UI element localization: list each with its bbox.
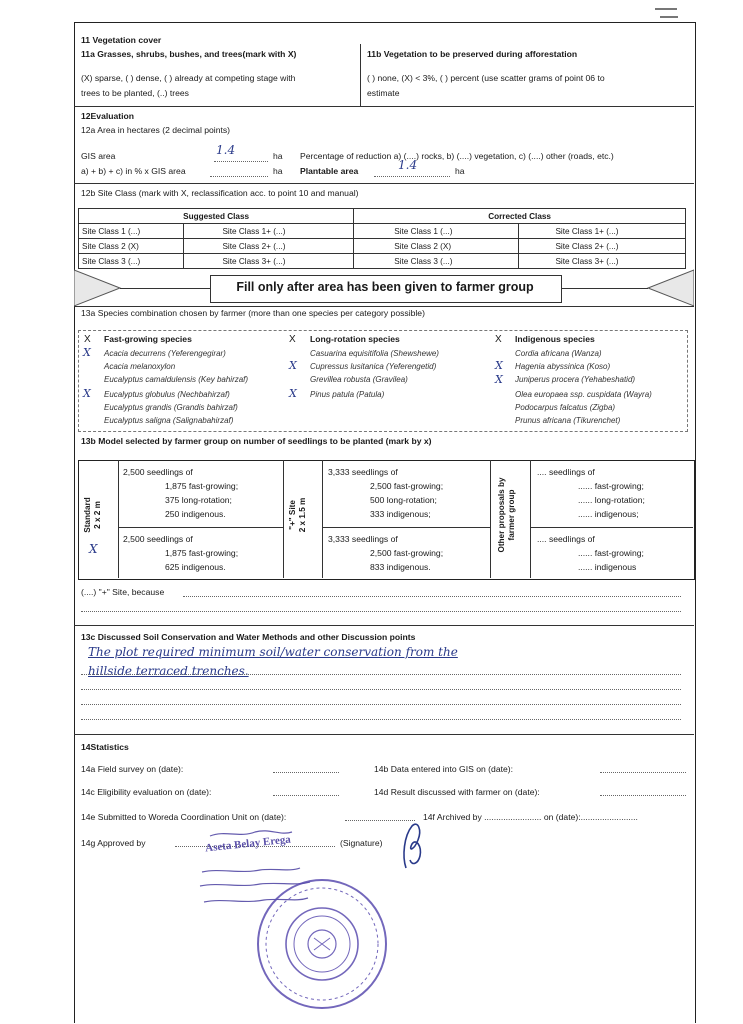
plus-site-label: "+" Site 2 x 1.5 m xyxy=(288,497,307,533)
site-class-cell[interactable]: Site Class 3+ (...) xyxy=(184,254,354,269)
site-class-cell[interactable]: Site Class 1 (...) xyxy=(79,224,184,239)
banner-left-triangle xyxy=(74,268,122,308)
gis-area-value: 1.4 xyxy=(216,143,236,157)
model-line: 250 indigenous. xyxy=(165,509,226,519)
species-item[interactable]: Olea europaea ssp. cuspidata (Wayra) xyxy=(515,390,652,399)
model-line: 2,500 seedlings of xyxy=(123,534,193,544)
model-line: 1,875 fast-growing; xyxy=(165,548,239,558)
fast-check-mark[interactable]: X xyxy=(83,346,91,359)
ind-header-x: X xyxy=(495,334,502,345)
site-class-cell[interactable]: Site Class 2+ (...) xyxy=(184,239,354,254)
fast-growing-header: Fast-growing species xyxy=(104,334,192,344)
model-line: ...... fast-growing; xyxy=(578,548,644,558)
fast-check-mark[interactable]: X xyxy=(83,387,91,400)
model-row-divider xyxy=(322,527,490,528)
signature-label: (Signature) xyxy=(340,838,383,848)
ind-check-mark[interactable]: X xyxy=(495,373,503,386)
stamp-name-text: Aseta Belay Erega xyxy=(204,833,292,855)
stat-14c-field[interactable] xyxy=(273,795,339,796)
section-divider xyxy=(74,106,694,107)
s13b-title: 13b Model selected by farmer group on number of seedlings to be planted (mark by x) xyxy=(81,436,432,446)
s13a-title: 13a Species combination chosen by farmer (more than one species per category possible) xyxy=(81,308,425,318)
long-check-mark[interactable]: X xyxy=(289,387,297,400)
species-item[interactable]: Eucalyptus grandis (Grandis bahirzaf) xyxy=(104,403,238,412)
model-divider xyxy=(283,460,284,578)
model-line: 375 long-rotation; xyxy=(165,495,232,505)
gis-ha-unit: ha xyxy=(273,151,283,161)
section-divider xyxy=(74,625,694,626)
banner-line xyxy=(120,288,210,289)
plantable-ha-unit: ha xyxy=(455,166,465,176)
section-divider xyxy=(74,183,694,184)
s13c-title: 13c Discussed Soil Conservation and Water Methods and other Discussion points xyxy=(81,632,416,642)
s11b-line1: ( ) none, (X) < 3%, ( ) percent (use scatter grams of point 06 to xyxy=(367,73,605,83)
model-line: 333 indigenous; xyxy=(370,509,431,519)
model-line: .... seedlings of xyxy=(537,467,595,477)
s12b-title: 12b Site Class (mark with X, reclassification acc. to point 10 and manual) xyxy=(81,188,359,198)
species-item[interactable]: Cupressus lusitanica (Yeferengetid) xyxy=(310,362,437,371)
stat-14a-label: 14a Field survey on (date): xyxy=(81,764,184,774)
model-divider xyxy=(322,460,323,578)
banner-line xyxy=(560,288,648,289)
model-line: 2,500 seedlings of xyxy=(123,467,193,477)
site-class-cell[interactable]: Site Class 1+ (...) xyxy=(519,224,686,239)
site-class-cell[interactable]: Site Class 3 (...) xyxy=(354,254,519,269)
standard-check-mark[interactable]: X xyxy=(89,542,98,556)
sum-ha-unit: ha xyxy=(273,166,283,176)
site-class-cell[interactable]: Site Class 3 (...) xyxy=(79,254,184,269)
species-item[interactable]: Casuarina equisitifolia (Shewshewe) xyxy=(310,349,439,358)
stat-14b-label: 14b Data entered into GIS on (date): xyxy=(374,764,514,774)
s12-title: 12Evaluation xyxy=(81,111,135,121)
discussion-handwriting-1: The plot required minimum soil/water conservation from the xyxy=(88,645,458,659)
model-line: 1,875 fast-growing; xyxy=(165,481,239,491)
stat-14g-label: 14g Approved by xyxy=(81,838,146,848)
stat-14b-field[interactable] xyxy=(600,772,686,773)
sum-field[interactable] xyxy=(210,166,268,177)
model-line: 625 indigenous. xyxy=(165,562,226,572)
long-header-x: X xyxy=(289,334,296,345)
stat-14c-label: 14c Eligibility evaluation on (date): xyxy=(81,787,212,797)
site-class-table xyxy=(78,208,686,269)
plantable-label: Plantable area xyxy=(300,166,359,176)
site-class-cell[interactable]: Site Class 2+ (...) xyxy=(519,239,686,254)
model-divider xyxy=(530,460,531,578)
s11a-line1: (X) sparse, ( ) dense, ( ) already at competing stage with xyxy=(81,73,296,83)
species-item[interactable]: Pinus patula (Patula) xyxy=(310,390,385,399)
site-class-cell[interactable]: Site Class 1+ (...) xyxy=(184,224,354,239)
model-line: ...... long-rotation; xyxy=(578,495,645,505)
section-divider xyxy=(74,306,694,307)
s11a-line2: trees to be planted, (..) trees xyxy=(81,88,189,98)
model-line: ...... indigenous; xyxy=(578,509,639,519)
section-divider xyxy=(74,734,694,735)
stat-14f-label: 14f Archived by ........................ on (date):........................ xyxy=(423,812,638,822)
site-class-cell[interactable]: Site Class 2 (X) xyxy=(79,239,184,254)
sum-label: a) + b) + c) in % x GIS area xyxy=(81,166,186,176)
species-item[interactable]: Grevillea robusta (Gravilea) xyxy=(310,375,408,384)
other-proposals-label: Other proposals by farmer group xyxy=(497,477,516,553)
corner-mark xyxy=(655,8,677,10)
species-item[interactable]: Eucalyptus globulus (Nechbahirzaf) xyxy=(104,390,230,399)
corner-mark xyxy=(660,16,678,18)
model-line: 833 indigenous. xyxy=(370,562,431,572)
discussion-line[interactable] xyxy=(81,674,681,675)
stat-14e-label: 14e Submitted to Woreda Coordination Unit on (date): xyxy=(81,812,287,822)
site-class-cell[interactable]: Site Class 1 (...) xyxy=(354,224,519,239)
species-item[interactable]: Juniperus procera (Yehabeshatid) xyxy=(515,375,636,384)
species-item[interactable]: Cordia africana (Wanza) xyxy=(515,349,602,358)
signature-mark xyxy=(398,816,428,876)
model-line: 500 long-rotation; xyxy=(370,495,437,505)
model-line: 2,500 fast-growing; xyxy=(370,481,444,491)
standard-label: Standard 2 x 2 m xyxy=(83,497,102,533)
round-official-stamp xyxy=(244,872,404,1022)
species-item[interactable]: Hagenia abyssinica (Koso) xyxy=(515,362,611,371)
model-row-divider xyxy=(118,527,283,528)
because-label: (....) "+" Site, because xyxy=(81,587,165,597)
s11b-title: 11b Vegetation to be preserved during afforestation xyxy=(367,49,578,59)
model-line: 2,500 fast-growing; xyxy=(370,548,444,558)
because-field[interactable] xyxy=(183,596,681,597)
stat-14a-field[interactable] xyxy=(273,772,339,773)
s11b-line2: estimate xyxy=(367,88,400,98)
s14-title: 14Statistics xyxy=(81,742,129,752)
site-class-cell[interactable]: Site Class 3+ (...) xyxy=(519,254,686,269)
species-item[interactable]: Prunus africana (Tikurenchet) xyxy=(515,416,621,425)
because-field-2[interactable] xyxy=(81,611,681,612)
discussion-line[interactable] xyxy=(81,704,681,705)
banner-right-triangle xyxy=(646,268,694,308)
model-line: ...... indigenous xyxy=(578,562,637,572)
species-item[interactable]: Eucalyptus saligna (Salignabahirzaf) xyxy=(104,416,234,425)
suggested-header: Suggested Class xyxy=(79,209,354,224)
s12a-title: 12a Area in hectares (2 decimal points) xyxy=(81,125,231,135)
reduction-label: Percentage of reduction a) (....) rocks, b) (....) vegetation, c) (....) other (roads, etc.) xyxy=(300,151,614,161)
fast-header-x: X xyxy=(84,334,91,345)
model-divider xyxy=(118,460,119,578)
model-line: 3,333 seedlings of xyxy=(328,534,398,544)
stat-14d-field[interactable] xyxy=(600,795,686,796)
species-item[interactable]: Acacia melanoxylon xyxy=(104,362,176,371)
species-item[interactable]: Eucalyptus camaldulensis (Key bahirzaf) xyxy=(104,375,249,384)
banner-text: Fill only after area has been given to farmer group xyxy=(236,280,534,294)
ind-check-mark[interactable]: X xyxy=(495,359,503,372)
site-class-cell[interactable]: Site Class 2 (X) xyxy=(354,239,519,254)
species-item[interactable]: Podocarpus falcatus (Zigba) xyxy=(515,403,616,412)
indigenous-header: Indigenous species xyxy=(515,334,595,344)
discussion-line[interactable] xyxy=(81,719,681,720)
model-line: 3,333 seedlings of xyxy=(328,467,398,477)
model-divider xyxy=(490,460,491,578)
s11a-title: 11a Grasses, shrubs, bushes, and trees(mark with X) xyxy=(81,49,297,59)
discussion-handwriting-2: hillside terraced trenches. xyxy=(88,664,249,678)
gis-area-label: GIS area xyxy=(81,151,116,161)
s11-divider xyxy=(360,44,361,106)
discussion-line[interactable] xyxy=(81,689,681,690)
model-line: .... seedlings of xyxy=(537,534,595,544)
stat-14d-label: 14d Result discussed with farmer on (date): xyxy=(374,787,540,797)
model-line: ...... fast-growing; xyxy=(578,481,644,491)
s11-title: 11 Vegetation cover xyxy=(81,35,162,45)
long-check-mark[interactable]: X xyxy=(289,359,297,372)
plantable-value: 1.4 xyxy=(398,158,418,172)
long-rotation-header: Long-rotation species xyxy=(310,334,400,344)
model-row-divider xyxy=(530,527,693,528)
species-item[interactable]: Acacia decurrens (Yeferengegirar) xyxy=(104,349,226,358)
corrected-header: Corrected Class xyxy=(354,209,686,224)
